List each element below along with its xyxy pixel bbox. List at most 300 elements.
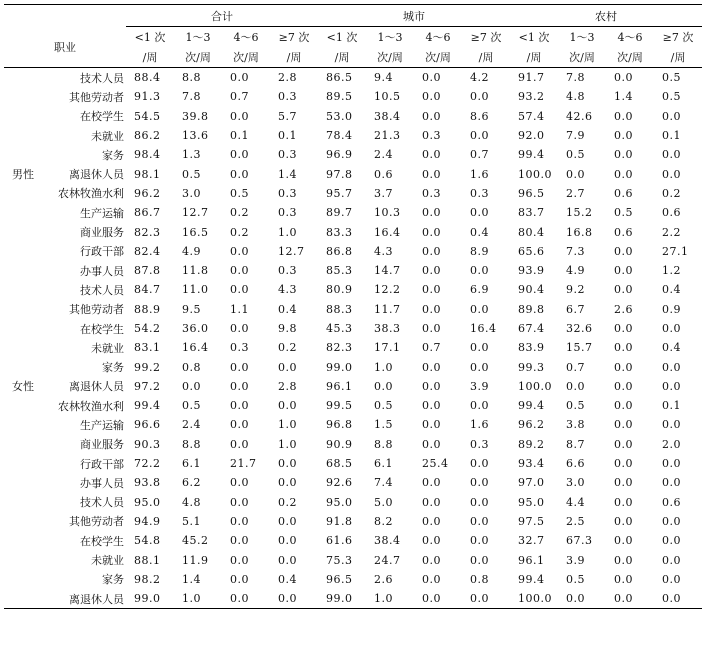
- value-cell: 93.2: [518, 90, 545, 104]
- value-cell: 1.2: [662, 264, 681, 278]
- value-cell: 0.0: [422, 283, 441, 297]
- value-cell: 0.0: [614, 244, 633, 258]
- value-cell: 6.2: [182, 476, 201, 490]
- sex-label: 女性: [12, 380, 34, 394]
- freq-header-top: 1～3: [377, 31, 403, 44]
- value-cell: 83.9: [518, 341, 545, 355]
- value-cell: 98.2: [134, 572, 161, 586]
- value-cell: 0.0: [230, 534, 249, 548]
- occupation-cell: 家务: [102, 573, 124, 587]
- data-table-container: [4, 4, 702, 609]
- value-cell: 93.8: [134, 476, 161, 490]
- freq-header-bottom: /周: [670, 51, 686, 64]
- value-cell: 80.4: [518, 225, 545, 239]
- value-cell: 96.6: [134, 418, 161, 432]
- value-cell: 3.7: [374, 186, 393, 200]
- freq-header-top: <1 次: [134, 31, 166, 44]
- occupation-cell: 农林牧渔水利: [58, 187, 124, 201]
- value-cell: 1.0: [278, 418, 297, 432]
- occupation-cell: 技术人员: [80, 496, 124, 510]
- value-cell: 9.2: [566, 283, 585, 297]
- value-cell: 67.3: [566, 534, 593, 548]
- table-row: [4, 242, 702, 261]
- value-cell: 0.0: [422, 399, 441, 413]
- value-cell: 11.8: [182, 264, 209, 278]
- value-cell: 0.3: [422, 129, 441, 143]
- value-cell: 53.0: [326, 109, 353, 123]
- value-cell: 0.0: [230, 553, 249, 567]
- value-cell: 0.0: [230, 71, 249, 85]
- value-cell: 90.4: [518, 283, 545, 297]
- value-cell: 9.8: [278, 322, 297, 335]
- table-row: [4, 184, 702, 203]
- value-cell: 97.2: [134, 379, 161, 393]
- value-cell: 1.4: [278, 167, 297, 181]
- value-cell: 0.5: [662, 90, 681, 104]
- value-cell: 0.0: [662, 322, 681, 335]
- value-cell: 3.8: [566, 418, 585, 432]
- value-cell: 99.4: [134, 399, 161, 413]
- value-cell: 0.1: [278, 129, 297, 143]
- value-cell: 0.0: [230, 399, 249, 413]
- value-cell: 88.4: [134, 71, 161, 85]
- occupation-cell: 在校学生: [80, 110, 124, 124]
- value-cell: 0.0: [614, 572, 633, 586]
- value-cell: 67.4: [518, 322, 545, 335]
- value-cell: 0.0: [614, 399, 633, 413]
- value-cell: 16.8: [566, 225, 593, 239]
- table-row: [4, 415, 702, 434]
- value-cell: 97.8: [326, 167, 353, 181]
- freq-header-bottom: /周: [142, 51, 158, 64]
- value-cell: 0.8: [470, 572, 489, 586]
- value-cell: 0.0: [182, 379, 201, 393]
- value-cell: 24.7: [374, 553, 401, 567]
- value-cell: 25.4: [422, 457, 449, 471]
- value-cell: 97.0: [518, 476, 545, 490]
- table-body: [4, 68, 702, 609]
- value-cell: 98.1: [134, 167, 161, 181]
- table-row: [4, 164, 702, 183]
- value-cell: 99.2: [134, 360, 161, 374]
- table-row: [4, 493, 702, 512]
- value-cell: 14.7: [374, 264, 401, 278]
- value-cell: 84.7: [134, 283, 161, 297]
- value-cell: 0.0: [662, 379, 681, 393]
- value-cell: 1.0: [278, 437, 297, 451]
- value-cell: 0.0: [230, 437, 249, 451]
- value-cell: 82.4: [134, 244, 161, 258]
- value-cell: 10.3: [374, 206, 401, 220]
- value-cell: 0.5: [662, 71, 681, 85]
- value-cell: 0.0: [614, 341, 633, 355]
- occupation-cell: 在校学生: [80, 534, 124, 548]
- value-cell: 54.8: [134, 534, 161, 548]
- value-cell: 6.1: [374, 457, 393, 471]
- value-cell: 78.4: [326, 129, 353, 143]
- value-cell: 0.0: [566, 167, 585, 181]
- freq-header-bottom: /周: [526, 51, 542, 64]
- value-cell: 0.0: [470, 495, 489, 509]
- value-cell: 2.4: [182, 418, 201, 432]
- value-cell: 45.3: [326, 322, 353, 335]
- value-cell: 8.8: [182, 437, 201, 451]
- value-cell: 0.0: [278, 553, 297, 567]
- freq-header-top: ≥7 次: [278, 31, 310, 44]
- value-cell: 96.1: [326, 379, 353, 393]
- freq-header-bottom: 次/周: [185, 51, 211, 64]
- value-cell: 0.5: [566, 399, 585, 413]
- occupation-cell: 离退休人员: [69, 592, 124, 606]
- value-cell: 99.0: [326, 360, 353, 374]
- freq-header-bottom: 次/周: [569, 51, 595, 64]
- freq-header-top: <1 次: [518, 31, 550, 44]
- value-cell: 0.0: [230, 379, 249, 393]
- table-row: [4, 589, 702, 609]
- value-cell: 87.8: [134, 264, 161, 278]
- value-cell: 0.0: [662, 514, 681, 528]
- occupation-header: 职业: [4, 27, 126, 68]
- value-cell: 0.7: [230, 90, 249, 104]
- value-cell: 99.0: [134, 592, 161, 606]
- value-cell: 1.6: [470, 167, 489, 181]
- value-cell: 0.6: [374, 167, 393, 181]
- value-cell: 0.0: [422, 514, 441, 528]
- occupation-cell: 其他劳动者: [69, 303, 124, 317]
- value-cell: 92.0: [518, 129, 545, 143]
- freq-header-top: ≥7 次: [470, 31, 502, 44]
- value-cell: 0.0: [470, 476, 489, 490]
- value-cell: 0.0: [422, 206, 441, 220]
- table-row: [4, 338, 702, 357]
- value-cell: 0.7: [422, 341, 441, 355]
- value-cell: 99.5: [326, 399, 353, 413]
- value-cell: 1.4: [614, 90, 633, 104]
- value-cell: 0.0: [614, 129, 633, 143]
- value-cell: 0.0: [422, 476, 441, 490]
- value-cell: 0.0: [614, 148, 633, 162]
- value-cell: 2.0: [662, 437, 681, 451]
- value-cell: 0.0: [662, 553, 681, 567]
- value-cell: 5.7: [278, 109, 297, 123]
- freq-header-top: 4～6: [425, 31, 451, 44]
- freq-header-bottom: 次/周: [617, 51, 643, 64]
- value-cell: 0.1: [662, 399, 681, 413]
- value-cell: 4.2: [470, 71, 489, 85]
- value-cell: 0.2: [662, 186, 681, 200]
- value-cell: 1.1: [230, 302, 249, 316]
- value-cell: 0.0: [614, 495, 633, 509]
- value-cell: 11.7: [374, 302, 401, 316]
- value-cell: 0.0: [422, 437, 441, 451]
- value-cell: 95.0: [134, 495, 161, 509]
- value-cell: 0.0: [662, 534, 681, 548]
- value-cell: 0.0: [422, 534, 441, 548]
- freq-header-top: 1～3: [569, 31, 595, 44]
- value-cell: 7.4: [374, 476, 393, 490]
- value-cell: 0.0: [230, 418, 249, 432]
- value-cell: 4.9: [182, 244, 201, 258]
- value-cell: 0.0: [614, 379, 633, 393]
- occupation-cell: 商业服务: [80, 438, 124, 452]
- value-cell: 0.5: [614, 206, 633, 220]
- value-cell: 0.6: [614, 225, 633, 239]
- value-cell: 0.0: [422, 90, 441, 104]
- value-cell: 0.2: [230, 206, 249, 220]
- value-cell: 0.0: [470, 264, 489, 278]
- value-cell: 0.0: [470, 514, 489, 528]
- value-cell: 0.0: [614, 514, 633, 528]
- value-cell: 38.4: [374, 109, 401, 123]
- value-cell: 0.0: [230, 283, 249, 297]
- value-cell: 97.5: [518, 514, 545, 528]
- table-header: [4, 5, 702, 68]
- value-cell: 12.7: [182, 206, 209, 220]
- occupation-cell: 未就业: [91, 341, 124, 355]
- value-cell: 0.0: [422, 244, 441, 258]
- value-cell: 8.6: [470, 109, 489, 123]
- value-cell: 1.6: [470, 418, 489, 432]
- value-cell: 0.0: [278, 457, 297, 471]
- value-cell: 16.4: [374, 225, 401, 239]
- value-cell: 0.0: [614, 360, 633, 374]
- freq-header-bottom: 次/周: [233, 51, 259, 64]
- value-cell: 0.3: [470, 186, 489, 200]
- value-cell: 0.0: [470, 592, 489, 606]
- value-cell: 96.5: [326, 572, 353, 586]
- value-cell: 12.2: [374, 283, 401, 297]
- value-cell: 0.0: [230, 244, 249, 258]
- occupation-cell: 技术人员: [80, 283, 124, 297]
- occupation-cell: 商业服务: [80, 226, 124, 240]
- value-cell: 0.0: [278, 534, 297, 548]
- value-cell: 4.8: [566, 90, 585, 104]
- value-cell: 0.5: [566, 148, 585, 162]
- value-cell: 0.4: [662, 283, 681, 297]
- table-row: [4, 261, 702, 280]
- freq-header-bottom: /周: [478, 51, 494, 64]
- table-row: [4, 357, 702, 376]
- value-cell: 0.0: [614, 71, 633, 85]
- table-row: [4, 319, 702, 338]
- table-row: [4, 126, 702, 145]
- value-cell: 3.0: [566, 476, 585, 490]
- value-cell: 11.0: [182, 283, 209, 297]
- value-cell: 0.5: [374, 399, 393, 413]
- value-cell: 2.8: [278, 71, 297, 85]
- occupation-cell: 技术人员: [80, 71, 124, 85]
- value-cell: 99.3: [518, 360, 545, 374]
- value-cell: 95.0: [518, 495, 545, 509]
- value-cell: 0.0: [278, 476, 297, 490]
- value-cell: 4.8: [182, 495, 201, 509]
- value-cell: 0.8: [182, 360, 201, 374]
- value-cell: 0.0: [422, 322, 441, 335]
- value-cell: 0.0: [230, 360, 249, 374]
- value-cell: 2.2: [662, 225, 681, 239]
- value-cell: 0.0: [662, 457, 681, 471]
- value-cell: 100.0: [518, 167, 552, 181]
- table-row: [4, 512, 702, 531]
- occupation-cell: 离退休人员: [69, 168, 124, 182]
- value-cell: 100.0: [518, 379, 552, 393]
- value-cell: 0.0: [662, 167, 681, 181]
- occupation-cell: 生产运输: [80, 206, 124, 220]
- value-cell: 3.9: [470, 379, 489, 393]
- value-cell: 91.7: [518, 71, 545, 85]
- value-cell: 88.3: [326, 302, 353, 316]
- value-cell: 0.3: [278, 90, 297, 104]
- value-cell: 61.6: [326, 534, 353, 548]
- value-cell: 17.1: [374, 341, 401, 355]
- value-cell: 0.4: [662, 341, 681, 355]
- value-cell: 8.8: [182, 71, 201, 85]
- value-cell: 0.0: [230, 322, 249, 335]
- value-cell: 89.8: [518, 302, 545, 316]
- value-cell: 72.2: [134, 457, 161, 471]
- value-cell: 89.5: [326, 90, 353, 104]
- value-cell: 8.8: [374, 437, 393, 451]
- value-cell: 0.5: [566, 572, 585, 586]
- value-cell: 0.0: [662, 592, 681, 606]
- occupation-cell: 在校学生: [80, 322, 124, 336]
- value-cell: 42.6: [566, 109, 593, 123]
- table-row: [4, 550, 702, 569]
- value-cell: 0.0: [470, 302, 489, 316]
- value-cell: 0.5: [230, 186, 249, 200]
- value-cell: 0.3: [278, 206, 297, 220]
- value-cell: 0.0: [566, 379, 585, 393]
- sex-label: 男性: [12, 168, 34, 182]
- freq-header-top: ≥7 次: [662, 31, 694, 44]
- table-row: [4, 68, 702, 88]
- table-row: [4, 570, 702, 589]
- value-cell: 0.0: [614, 418, 633, 432]
- value-cell: 7.8: [182, 90, 201, 104]
- value-cell: 95.7: [326, 186, 353, 200]
- value-cell: 0.4: [278, 302, 297, 316]
- value-cell: 85.3: [326, 264, 353, 278]
- table-row: [4, 454, 702, 473]
- value-cell: 0.1: [662, 129, 681, 143]
- value-cell: 8.7: [566, 437, 585, 451]
- value-cell: 86.8: [326, 244, 353, 258]
- value-cell: 83.7: [518, 206, 545, 220]
- sex-label: [4, 493, 42, 609]
- occupation-cell: 办事人员: [80, 476, 124, 490]
- value-cell: 89.7: [326, 206, 353, 220]
- value-cell: 0.0: [230, 167, 249, 181]
- value-cell: 0.6: [662, 495, 681, 509]
- freq-header-top: 1～3: [185, 31, 211, 44]
- value-cell: 0.0: [422, 553, 441, 567]
- value-cell: 99.4: [518, 148, 545, 162]
- value-cell: 13.6: [182, 129, 209, 143]
- freq-header-bottom: /周: [286, 51, 302, 64]
- value-cell: 16.4: [182, 341, 209, 355]
- value-cell: 0.0: [422, 302, 441, 316]
- occupation-cell: 生产运输: [80, 418, 124, 432]
- occupation-cell: 农林牧渔水利: [58, 399, 124, 413]
- value-cell: 80.9: [326, 283, 353, 297]
- value-cell: 4.3: [374, 244, 393, 258]
- value-cell: 82.3: [326, 341, 353, 355]
- value-cell: 88.1: [134, 553, 161, 567]
- group-header-urban: 城市: [318, 5, 510, 27]
- value-cell: 0.0: [470, 457, 489, 471]
- value-cell: 0.3: [422, 186, 441, 200]
- value-cell: 0.7: [566, 360, 585, 374]
- value-cell: 65.6: [518, 244, 545, 258]
- table-row: [4, 300, 702, 319]
- value-cell: 0.0: [662, 572, 681, 586]
- value-cell: 1.0: [374, 360, 393, 374]
- freq-header-top: <1 次: [326, 31, 358, 44]
- value-cell: 0.0: [230, 592, 249, 606]
- value-cell: 38.4: [374, 534, 401, 548]
- value-cell: 16.4: [470, 322, 497, 335]
- occupation-cell: 其他劳动者: [69, 90, 124, 104]
- value-cell: 0.0: [470, 553, 489, 567]
- value-cell: 0.0: [662, 418, 681, 432]
- value-cell: 39.8: [182, 109, 209, 123]
- value-cell: 0.7: [470, 148, 489, 162]
- value-cell: 0.0: [422, 264, 441, 278]
- value-cell: 96.2: [518, 418, 545, 432]
- value-cell: 0.3: [230, 341, 249, 355]
- value-cell: 0.5: [182, 399, 201, 413]
- value-cell: 8.2: [374, 514, 393, 528]
- value-cell: 0.0: [470, 206, 489, 220]
- value-cell: 0.0: [278, 360, 297, 374]
- occupation-cell: 离退休人员: [69, 380, 124, 394]
- value-cell: 0.0: [422, 167, 441, 181]
- value-cell: 0.0: [614, 592, 633, 606]
- freq-header-bottom: 次/周: [377, 51, 403, 64]
- value-cell: 0.0: [422, 379, 441, 393]
- value-cell: 0.4: [470, 225, 489, 239]
- value-cell: 0.0: [614, 553, 633, 567]
- freq-header-top: 4～6: [233, 31, 259, 44]
- value-cell: 7.8: [566, 71, 585, 85]
- value-cell: 0.0: [614, 167, 633, 181]
- value-cell: 0.0: [230, 476, 249, 490]
- value-cell: 15.7: [566, 341, 593, 355]
- occupation-cell: 家务: [102, 148, 124, 162]
- value-cell: 0.6: [662, 206, 681, 220]
- value-cell: 96.8: [326, 418, 353, 432]
- value-cell: 96.1: [518, 553, 545, 567]
- value-cell: 0.0: [614, 457, 633, 471]
- freq-header-top: 4～6: [617, 31, 643, 44]
- value-cell: 0.0: [422, 109, 441, 123]
- value-cell: 9.5: [182, 302, 201, 316]
- value-cell: 0.0: [422, 225, 441, 239]
- value-cell: 2.8: [278, 379, 297, 393]
- value-cell: 1.0: [182, 592, 201, 606]
- value-cell: 93.9: [518, 264, 545, 278]
- value-cell: 6.1: [182, 457, 201, 471]
- value-cell: 0.3: [278, 264, 297, 278]
- value-cell: 0.0: [470, 399, 489, 413]
- value-cell: 0.0: [614, 534, 633, 548]
- value-cell: 0.0: [662, 109, 681, 123]
- value-cell: 15.2: [566, 206, 593, 220]
- value-cell: 6.9: [470, 283, 489, 297]
- value-cell: 0.0: [422, 418, 441, 432]
- table-row: [4, 107, 702, 126]
- value-cell: 0.0: [230, 514, 249, 528]
